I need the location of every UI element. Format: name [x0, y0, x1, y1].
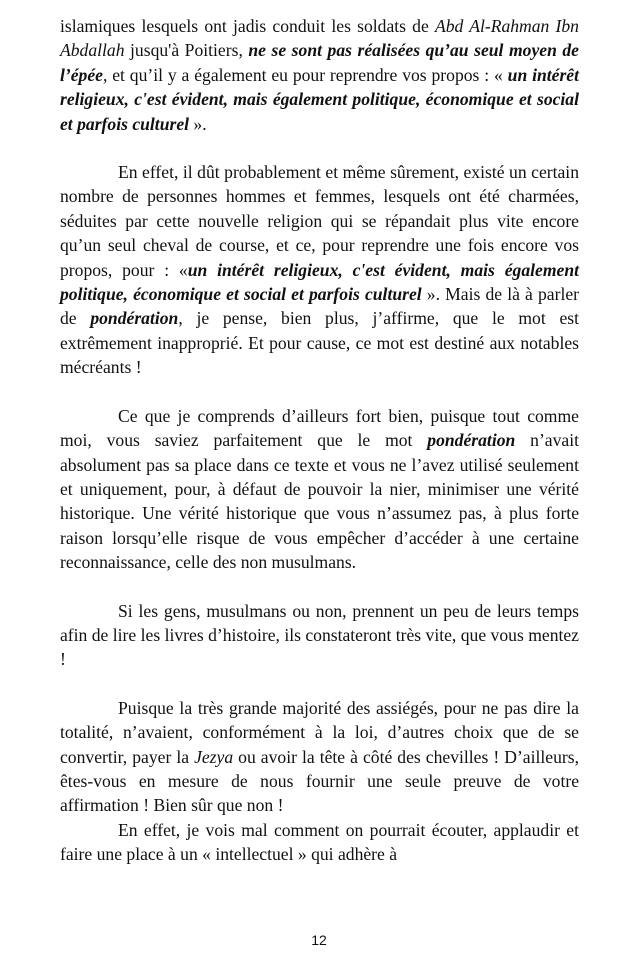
- paragraph-5: [60, 696, 579, 818]
- text-span: En effet, il dût probablement et même sûrement, existé un certain nombre de personnes hommes et femmes, lesquels ont été charmées, séduites par cette nouvelle religion qui se répandait plus vite encore qu’un seul cheval de course, et ce, pour reprendre une fois encore vos propos, pour : «: [60, 162, 579, 280]
- text-span: n’avait absolument pas sa place dans ce texte et vous ne l’avez utilisé seulement et uniquement, pour, à défaut de pouvoir la nier, minimiser une vérité historique. Une vérité historique que vous n’assumez pas, à plus forte raison lorsqu’elle risque de vous empêcher d’accéder à une certaine reconnaissance, celle des non musulmans.: [60, 430, 579, 573]
- paragraph-4: [60, 599, 579, 672]
- text-span: , je pense, bien plus, j’affirme, que le mot est extrêmement inapproprié. Et pour cause, ce mot est destiné aux notables mécréants !: [60, 308, 579, 378]
- text-span: En effet, je vois mal comment on pourrait écouter, applaudir et faire une place à un « intellectuel » qui adhère à: [60, 819, 579, 865]
- text-span: Puisque la très grande majorité des assiégés, pour ne pas dire la totalité, n’avaient, conformément à la loi, d’autres choix que de se convertir, payer la: [60, 697, 579, 767]
- text-span: ou avoir la tête à côté des chevilles ! D’ailleurs, êtes-vous en mesure de nous fournir une seule preuve de votre affirmation ! Bien sûr que non !: [60, 746, 579, 816]
- text-span: un intérêt religieux, c'est évident, mais également politique, économique et social et parfois culturel: [60, 64, 579, 134]
- text-span: Jezya: [194, 746, 234, 767]
- text-span: Ce que je comprends d’ailleurs fort bien, puisque tout comme moi, vous saviez parfaitement que le mot: [60, 405, 579, 451]
- text-span: Abd Al-Rahman Ibn Abdallah: [60, 16, 579, 61]
- paragraph-2: [60, 160, 579, 380]
- paragraph-3: [60, 404, 579, 575]
- paragraph-6: [60, 818, 579, 867]
- text-span: jusqu'à Poitiers,: [124, 40, 249, 61]
- text-span: Si les gens, musulmans ou non, prennent un peu de leurs temps afin de lire les livres d’histoire, ils constateront très vite, que vous mentez !: [60, 600, 579, 670]
- text-span: ne se sont pas réalisées qu’au seul moyen de l’épée: [60, 40, 579, 85]
- text-span: ».: [189, 113, 207, 134]
- text-span: , et qu’il y a également eu pour reprendre vos propos : «: [102, 64, 508, 85]
- text-span: pondération: [90, 308, 179, 329]
- page-number: 12: [311, 932, 327, 948]
- document-page: [60, 14, 579, 867]
- text-span: un intérêt religieux, c'est évident, mais également politique, économique et social et parfois culturel: [60, 259, 579, 305]
- text-span: ». Mais de là à parler de: [60, 284, 579, 329]
- text-span: islamiques lesquels ont jadis conduit les soldats de: [60, 16, 435, 36]
- text-span: pondération: [427, 430, 516, 451]
- paragraph-1: [60, 14, 579, 136]
